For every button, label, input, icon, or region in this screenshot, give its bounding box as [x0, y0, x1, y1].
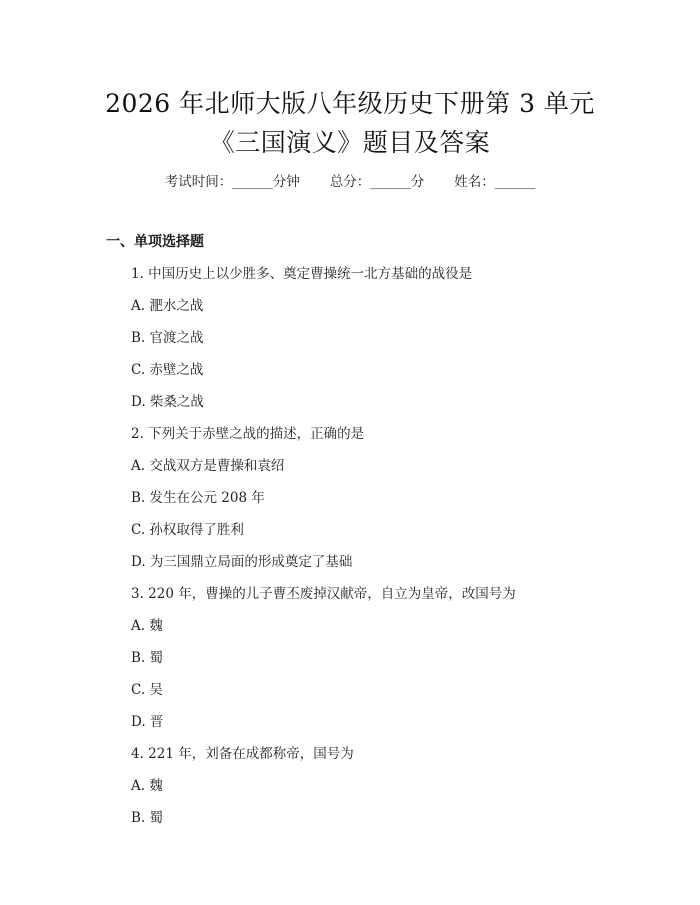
- question-stem: 4. 221 年，刘备在成都称帝，国号为: [131, 746, 354, 762]
- time-label: 考试时间：: [164, 174, 233, 190]
- question-option: C. 孙权取得了胜利: [131, 522, 244, 538]
- exam-meta-line: [0, 170, 700, 190]
- question-stem: 2. 下列关于赤壁之战的描述，正确的是: [131, 426, 365, 442]
- question-option: C. 赤壁之战: [131, 362, 204, 378]
- question-option: D. 晋: [131, 714, 164, 730]
- question-option: B. 蜀: [131, 650, 164, 666]
- question-option: A. 交战双方是曹操和袁绍: [131, 458, 285, 474]
- question-option: C. 吴: [131, 682, 163, 698]
- question-stem: 3. 220 年，曹操的儿子曹丕废掉汉献帝，自立为皇帝，改国号为: [131, 586, 516, 602]
- question-option: B. 蜀: [131, 810, 164, 826]
- score-label: 总分：: [329, 174, 371, 190]
- question-option: A. 魏: [131, 778, 163, 794]
- question-option: A. 淝水之战: [131, 298, 204, 314]
- time-blank: ______: [232, 174, 273, 190]
- question-option: B. 官渡之战: [131, 330, 204, 346]
- document-title-line2: 《三国演义》题目及答案: [209, 128, 491, 157]
- question-option: D. 为三国鼎立局面的形成奠定了基础: [131, 554, 353, 570]
- time-unit: 分钟: [272, 174, 300, 190]
- question-option: A. 魏: [131, 618, 163, 634]
- score-unit: 分: [410, 174, 425, 190]
- question-stem: 1. 中国历史上以少胜多、奠定曹操统一北方基础的战役是: [131, 266, 473, 282]
- score-blank: ______: [370, 174, 411, 190]
- section-heading: 一、单项选择题: [106, 234, 204, 250]
- name-label: 姓名：: [454, 174, 495, 190]
- document-title-line1: 2026 年北师大版八年级历史下册第 3 单元: [105, 89, 595, 118]
- question-option: B. 发生在公元 208 年: [131, 490, 265, 506]
- question-option: D. 柴桑之战: [131, 394, 204, 410]
- name-blank: ______: [494, 174, 536, 190]
